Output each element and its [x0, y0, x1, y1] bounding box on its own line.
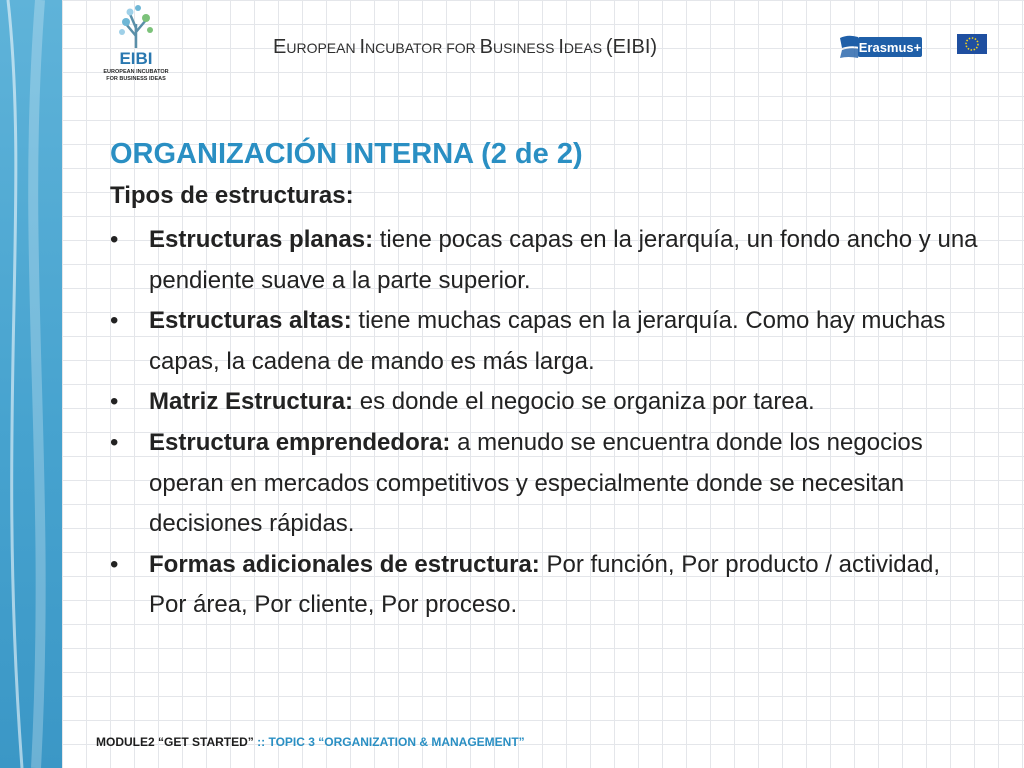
header-title-capital: B [479, 36, 493, 58]
svg-text:FOR BUSINESS IDEAS: FOR BUSINESS IDEAS [106, 76, 166, 82]
bullet-term: Estructuras planas: [149, 226, 374, 253]
bullet-term: Estructuras altas: [149, 307, 352, 335]
svg-text:Erasmus+: Erasmus+ [858, 40, 922, 55]
header-title [273, 36, 657, 59]
slide-subtitle: Tipos de estructuras: [110, 182, 354, 209]
header-title-text [273, 36, 606, 58]
list-item [110, 301, 980, 382]
bullet-text: es donde el negocio se organiza por tarea. [353, 388, 815, 416]
erasmus-plus-logo [838, 34, 924, 60]
bullet-text: tiene pocas capas en la jerarquía, un fondo ancho y una pendiente suave a la parte superior. [149, 226, 978, 294]
eibi-logo [96, 2, 180, 82]
header-title-capital: E [273, 36, 287, 58]
structure-types-list [110, 220, 980, 626]
bullet-text: tiene muchas capas en la jerarquía. Como hay muchas capas, la cadena de mando es más larga. [149, 307, 946, 375]
slide-title: ORGANIZACIÓN INTERNA (2 de 2) [110, 138, 583, 170]
erasmus-logo-icon [838, 34, 924, 60]
bullet-text: a menudo se encuentra donde los negocios operan en mercados competitivos y especialmente donde se necesitan decisiones rápidas. [149, 428, 923, 538]
list-item [110, 423, 980, 545]
list-item [110, 220, 980, 301]
footer-topic: TOPIC 3 “ORGANIZATION & MANAGEMENT” [268, 735, 525, 749]
header-title-capital: I [558, 36, 564, 58]
list-item [110, 382, 980, 423]
eu-flag-icon [953, 34, 993, 56]
side-decoration-bar [0, 0, 62, 768]
header-title-capital: I [359, 36, 366, 58]
bullet-term: Matriz Estructura: [149, 388, 354, 416]
header-title-smallcaps: UROPEAN [286, 40, 360, 56]
header-title-suffix: (EIBI) [605, 36, 658, 58]
footer-separator: :: [253, 735, 269, 749]
eibi-tree-icon [96, 2, 180, 82]
bullet-text: Por función, Por producto / actividad, Por área, Por cliente, Por proceso. [149, 550, 941, 619]
bullet-term: Estructura emprendedora: [149, 428, 451, 456]
header-title-smallcaps: NCUBATOR FOR [365, 40, 480, 56]
header-title-smallcaps: USINESS [492, 40, 559, 56]
wave-stripe-decoration [0, 0, 62, 768]
footer-caption [96, 735, 525, 749]
bullet-term: Formas adicionales de estructura: [149, 550, 540, 578]
svg-text:EIBI: EIBI [119, 49, 153, 68]
svg-text:EUROPEAN INCUBATOR: EUROPEAN INCUBATOR [103, 69, 169, 75]
eu-flag-logo [953, 34, 993, 66]
footer-module: MODULE2 “GET STARTED” [96, 735, 254, 749]
header-title-smallcaps: DEAS [563, 40, 606, 56]
list-item [110, 545, 980, 626]
